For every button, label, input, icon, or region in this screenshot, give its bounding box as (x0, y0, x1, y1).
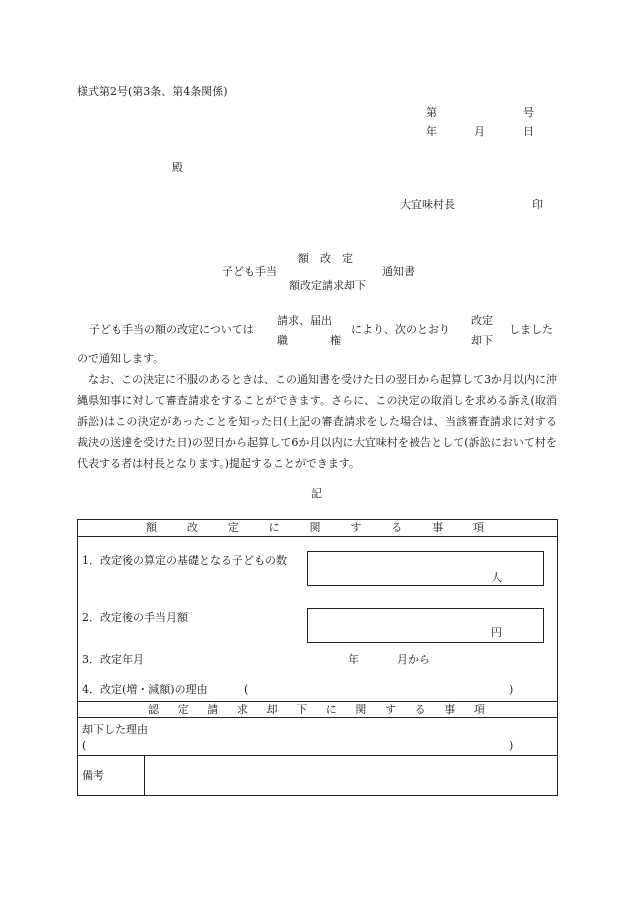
remarks-label: 備考 (82, 769, 104, 782)
title-option-top: 額 改 定 (298, 252, 353, 265)
basis-option-bottom-right: 権 (330, 334, 341, 347)
revision-header-char: 項 (473, 521, 484, 534)
rejection-reason-label: 却下した理由 (82, 723, 148, 736)
revision-header (146, 522, 484, 533)
item4-close-paren: ) (509, 683, 514, 696)
item1-label: 1．改定後の算定の基礎となる子どもの数 (82, 554, 287, 567)
item3-year: 年 (348, 653, 359, 666)
title-suffix: 通知書 (382, 265, 415, 278)
revision-header-char: す (350, 521, 362, 534)
rejection-header-char: 請 (207, 703, 219, 716)
monthly-amount-field[interactable] (307, 608, 544, 643)
rejection-header-char: 定 (177, 703, 189, 716)
remarks-field[interactable] (146, 757, 556, 794)
form-number: 様式第2号(第3条、第4条関係) (77, 85, 228, 98)
doc-number-prefix: 第 (426, 106, 437, 119)
date-year: 年 (426, 125, 437, 138)
rejection-open-paren: ( (82, 739, 87, 752)
item1-unit: 人 (491, 571, 502, 584)
addressee-suffix: 殿 (172, 161, 183, 174)
item4-open-paren: ( (244, 683, 249, 696)
rejection-header-char: 求 (236, 703, 248, 716)
rejection-header-char: る (414, 703, 426, 716)
item3-label: 3．改定年月 (82, 653, 144, 666)
rejection-header-char: 認 (148, 703, 159, 716)
revision-header-char: 定 (227, 521, 239, 534)
title-option-bottom: 額改定請求却下 (289, 279, 366, 292)
basis-option-top: 請求、届出 (277, 314, 332, 327)
rejection-header-char: に (325, 703, 337, 716)
date-day: 日 (523, 125, 534, 138)
item4-label: 4．改定(増・減額)の理由 (82, 683, 208, 696)
revision-header-char: 事 (432, 521, 444, 534)
remarks-label-divider (144, 755, 145, 796)
issuer: 大宜味村長 (400, 198, 455, 211)
revision-header-char: 改 (186, 521, 198, 534)
item2-label: 2．改定後の手当月額 (82, 611, 188, 624)
body-line1-middle: により、次のとおり (351, 323, 450, 336)
seal-mark: 印 (532, 198, 543, 211)
rejection-close-paren: ) (509, 739, 514, 752)
item3-month-from: 月から (397, 653, 430, 666)
basis-option-bottom-left: 職 (277, 334, 288, 347)
rejection-header-char: 項 (473, 703, 485, 716)
rejection-header-char: 下 (296, 703, 308, 716)
rejection-header (148, 704, 485, 715)
children-count-field[interactable] (307, 551, 544, 586)
item2-unit: 円 (491, 626, 502, 639)
revision-header-char: る (391, 521, 403, 534)
remarks-divider (77, 755, 558, 756)
revision-header-char: 関 (309, 521, 321, 534)
section-divider (77, 701, 558, 702)
action-option-bottom: 却下 (471, 334, 493, 347)
action-option-top: 改定 (471, 314, 493, 327)
doc-number-suffix: 号 (523, 106, 534, 119)
ki-mark: 記 (311, 487, 322, 500)
rejection-header-char: 却 (266, 703, 278, 716)
rejection-header-char: 事 (444, 703, 456, 716)
revision-header-char: 額 (146, 521, 157, 534)
body-line2: ので通知します。 (77, 352, 165, 365)
header-divider (77, 536, 558, 537)
body-line1-start: 子ども手当の額の改定については (89, 323, 254, 336)
rejection-header-char: す (385, 703, 396, 716)
appeal-notice (77, 369, 557, 474)
rejection-header-char: 関 (355, 703, 367, 716)
title-prefix: 子ども手当 (222, 265, 277, 278)
rejection-header-divider (77, 717, 558, 718)
date-month: 月 (474, 125, 485, 138)
body-line1-end: しました (509, 323, 553, 336)
revision-header-char: に (268, 521, 280, 534)
appeal-notice-text: なお、この決定に不服のあるときは、この通知書を受けた日の翌日から起算して3か月以内に沖縄県知事に対して審査請求をすることができます。さらに、この決定の取消しを求める訴え(取消訴訟)はこの決定があったことを知った日(上記の審査請求をした場合は、当該審査請求に対する裁決の送達を受けた日)の翌日から起算して6か月以内に大宜味村を被告として(訴訟において村を代表する者は村長となります。)提起することができます。 (77, 373, 557, 470)
